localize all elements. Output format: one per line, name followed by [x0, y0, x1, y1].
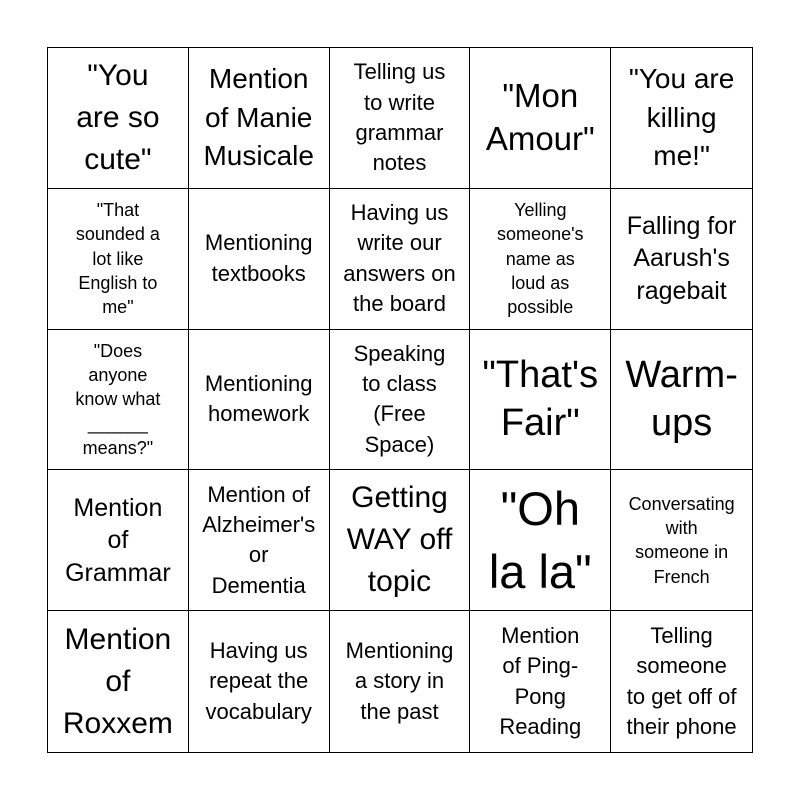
bingo-cell[interactable]	[48, 470, 189, 611]
bingo-cell[interactable]	[470, 330, 611, 471]
cell-text: Mention of Manie Musicale	[203, 62, 314, 172]
cell-text: Falling for Aarush's ragebait	[626, 211, 737, 305]
bingo-cell[interactable]	[48, 330, 189, 471]
cell-text: Mention of Alzheimer's or Dementia	[202, 481, 316, 598]
bingo-cell[interactable]	[611, 330, 752, 471]
bingo-cell[interactable]	[330, 611, 471, 752]
cell-text: Telling someone to get off of their phone	[626, 622, 737, 739]
cell-text: "Mon Amour"	[485, 77, 595, 157]
bingo-cell[interactable]	[48, 611, 189, 752]
bingo-cell[interactable]	[189, 189, 330, 330]
bingo-cell[interactable]	[470, 611, 611, 752]
cell-text: "Oh la la"	[488, 481, 592, 599]
bingo-cell[interactable]	[470, 48, 611, 189]
bingo-cell[interactable]	[48, 48, 189, 189]
cell-text: Mention of Grammar	[65, 493, 171, 587]
bingo-cell[interactable]	[611, 48, 752, 189]
cell-text: Mentioning textbooks	[204, 230, 313, 286]
cell-text: Getting WAY off topic	[346, 481, 453, 599]
cell-text: "You are so cute"	[76, 58, 160, 176]
bingo-cell[interactable]	[330, 470, 471, 611]
cell-text: Mentioning homework	[204, 371, 313, 427]
bingo-cell[interactable]	[48, 189, 189, 330]
cell-text: "You are killing me!"	[628, 62, 735, 172]
bingo-cell[interactable]	[611, 611, 752, 752]
bingo-cell[interactable]	[470, 470, 611, 611]
bingo-board	[47, 47, 753, 753]
bingo-cell[interactable]	[611, 189, 752, 330]
cell-text: "That's Fair"	[482, 353, 599, 445]
cell-text: Mention of Roxxem	[62, 622, 173, 740]
bingo-cell[interactable]	[470, 189, 611, 330]
cell-text: Warm- ups	[625, 353, 738, 445]
cell-text: Telling us to write grammar notes	[353, 59, 446, 176]
bingo-cell[interactable]	[189, 48, 330, 189]
cell-text: "That sounded a lot like English to me"	[75, 199, 160, 318]
cell-text: Mentioning a story in the past	[345, 638, 454, 724]
cell-text: Speaking to class (Free Space)	[353, 340, 446, 457]
bingo-cell[interactable]	[189, 611, 330, 752]
bingo-cell[interactable]	[189, 330, 330, 471]
bingo-cell[interactable]	[189, 470, 330, 611]
cell-text: Mention of Ping- Pong Reading	[499, 622, 582, 739]
bingo-cell[interactable]	[330, 189, 471, 330]
bingo-cell[interactable]	[330, 330, 471, 471]
cell-text: Having us repeat the vocabulary	[205, 638, 312, 724]
bingo-cell[interactable]	[611, 470, 752, 611]
cell-text: Conversating with someone in French	[628, 493, 735, 587]
cell-text: Yelling someone's name as loud as possible	[497, 199, 584, 318]
cell-text: "Does anyone know what ______ means?"	[75, 340, 161, 458]
cell-text: Having us write our answers on the board	[343, 199, 456, 317]
bingo-cell[interactable]	[330, 48, 471, 189]
